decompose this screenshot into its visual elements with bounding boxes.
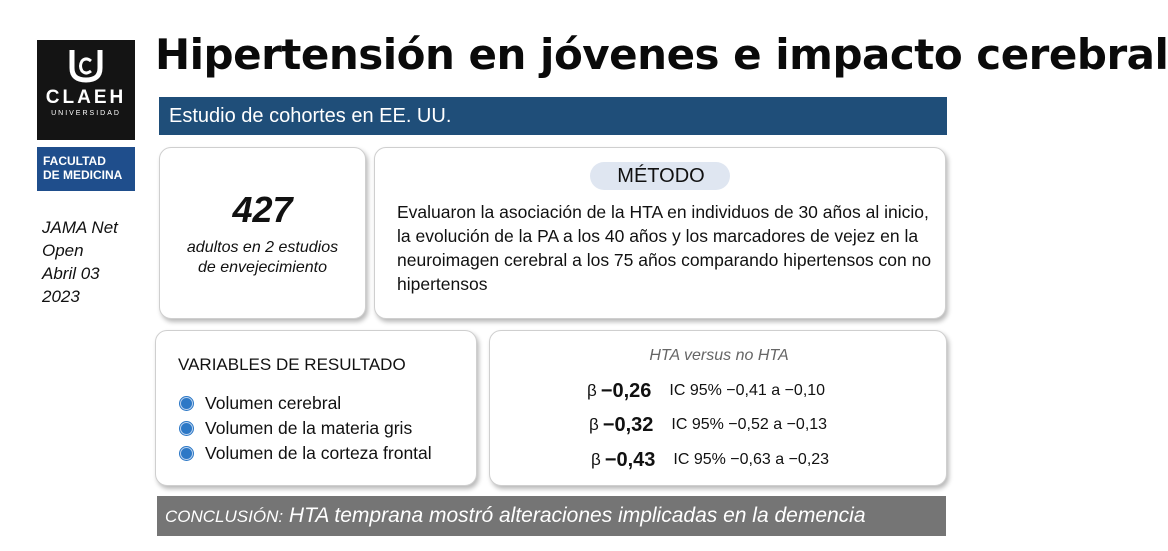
bullet-icon xyxy=(180,422,193,435)
uc-monogram-icon xyxy=(64,46,108,86)
logo-subtitle: UNIVERSIDAD xyxy=(51,110,121,117)
list-item xyxy=(178,391,432,416)
citation-line: JAMA Net xyxy=(42,218,118,237)
method-title: MÉTODO xyxy=(617,165,705,187)
outcome-variables-list xyxy=(178,391,432,466)
beta-symbol: β xyxy=(587,381,597,400)
citation-line: Open xyxy=(42,241,84,260)
participants-label xyxy=(160,238,365,278)
bullet-icon xyxy=(180,397,193,410)
faculty-line-1: FACULTAD xyxy=(43,154,106,168)
participants-count: 427 xyxy=(232,189,293,230)
subtitle-bar: Estudio de cohortes en EE. UU. xyxy=(159,97,947,135)
confidence-interval: IC 95% −0,63 a −0,23 xyxy=(673,451,830,468)
list-item-label: Volumen cerebral xyxy=(205,393,342,413)
list-item xyxy=(178,441,432,466)
results-title: HTA versus no HTA xyxy=(649,347,789,364)
faculty-badge xyxy=(37,147,135,191)
outcome-variables-card xyxy=(155,330,477,486)
participants-label-line: de envejecimiento xyxy=(198,259,327,276)
participants-label-line: adultos en 2 estudios xyxy=(186,239,339,256)
method-card xyxy=(374,147,946,319)
result-row xyxy=(490,409,1047,441)
beta-symbol: β xyxy=(589,415,599,434)
citation-line: Abril 03 xyxy=(42,264,100,283)
list-item xyxy=(178,416,432,441)
conclusion-bar xyxy=(157,496,946,536)
beta-value: −0,43 xyxy=(604,448,656,471)
confidence-interval: IC 95% −0,41 a −0,10 xyxy=(669,382,826,399)
faculty-line-2: DE MEDICINA xyxy=(43,168,123,182)
bullet-icon xyxy=(180,447,193,460)
conclusion-label: CONCLUSIÓN: xyxy=(165,507,284,526)
method-text: Evaluaron la asociación de la HTA en individuos de 30 años al inicio, la evolución de la PA a los 40 años y los marcadores de vejez en la neuroimagen cerebral a los 75 años comparando hipertensos con no hipertensos xyxy=(397,202,932,294)
results-card xyxy=(489,330,947,486)
conclusion-text: HTA temprana mostró alteraciones implicadas en la demencia xyxy=(288,504,866,527)
beta-value: −0,26 xyxy=(600,379,652,402)
participants-card xyxy=(159,147,366,319)
confidence-interval: IC 95% −0,52 a −0,13 xyxy=(671,416,828,433)
result-row xyxy=(490,444,1049,476)
university-logo xyxy=(37,40,135,140)
result-row xyxy=(490,375,1045,407)
list-item-label: Volumen de la materia gris xyxy=(205,418,413,438)
logo-name: CLAEH xyxy=(45,87,127,108)
page-title: Hipertensión en jóvenes e impacto cerebral xyxy=(155,30,1168,79)
citation-line: 2023 xyxy=(42,287,80,306)
citation xyxy=(42,216,118,308)
list-item-label: Volumen de la corteza frontal xyxy=(205,443,432,463)
beta-symbol: β xyxy=(591,450,601,469)
outcome-variables-title: VARIABLES DE RESULTADO xyxy=(178,355,406,374)
beta-value: −0,32 xyxy=(602,413,654,436)
